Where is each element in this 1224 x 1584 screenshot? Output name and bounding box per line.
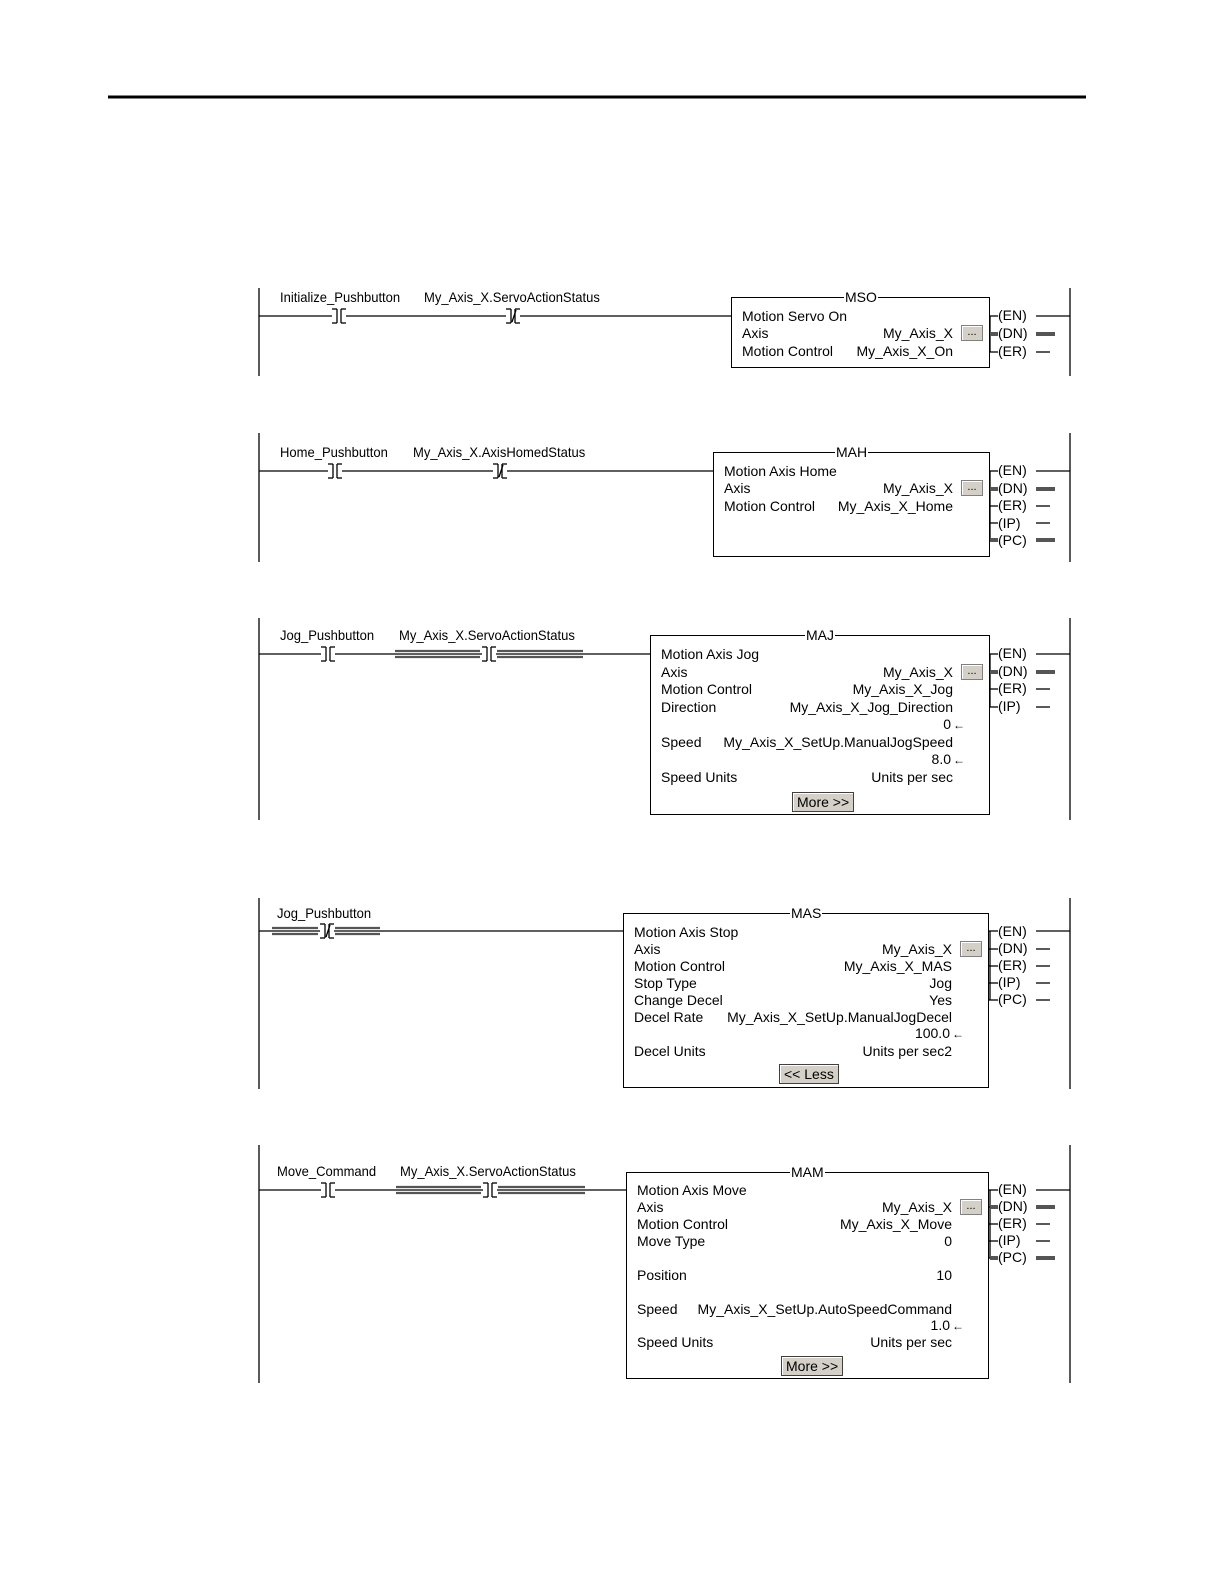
output-coil-en: (EN) (998, 462, 1027, 478)
param-value[interactable]: Units per sec2 (862, 1043, 952, 1059)
instruction-mnemonic: MSO (845, 289, 877, 305)
output-coil-dn: (DN) (998, 940, 1028, 956)
output-coil-dn: (DN) (998, 480, 1028, 496)
param-value[interactable]: My_Axis_X_On (856, 343, 953, 359)
more-button[interactable]: More >> (781, 1356, 843, 1376)
param-value[interactable]: My_Axis_X (882, 325, 953, 341)
instruction-block-mso[interactable] (731, 289, 990, 368)
param-value[interactable]: My_Axis_X_Jog (852, 681, 953, 697)
live-value-arrow-icon: ← (953, 753, 965, 767)
param-value[interactable]: 0 (944, 1233, 952, 1249)
instruction-title: Motion Axis Jog (661, 646, 760, 662)
param-value[interactable]: My_Axis_X_Home (837, 498, 953, 514)
param-value[interactable]: Units per sec (871, 769, 953, 785)
live-value-arrow-icon: ← (953, 718, 965, 732)
contact-tag: Move_Command (277, 1163, 377, 1179)
param-value[interactable]: My_Axis_X_SetUp.ManualJogDecel (727, 1009, 952, 1025)
contact-tag: Home_Pushbutton (280, 444, 388, 460)
output-coil-er: (ER) (998, 680, 1027, 696)
output-coil-dn: (DN) (998, 663, 1028, 679)
param-label: Speed Units (661, 769, 738, 785)
param-label: Speed (661, 734, 702, 750)
output-coil-ip: (IP) (998, 1232, 1021, 1248)
output-coil-en: (EN) (998, 307, 1027, 323)
live-value: 0 ← (943, 716, 965, 732)
live-value: 100.0 ← (914, 1025, 964, 1041)
output-coil-er: (ER) (998, 957, 1027, 973)
output-coil-pc: (PC) (998, 1249, 1027, 1265)
param-label: Speed (637, 1301, 678, 1317)
live-value-arrow-icon: ← (952, 1319, 964, 1333)
param-value[interactable]: My_Axis_X (882, 664, 953, 680)
param-value[interactable]: My_Axis_X (881, 1199, 952, 1215)
instruction-block-maj[interactable] (650, 627, 990, 815)
contact-tag: Jog_Pushbutton (280, 627, 375, 643)
contact-tag: My_Axis_X.AxisHomedStatus (413, 444, 586, 460)
output-coil-er: (ER) (998, 343, 1027, 359)
instruction-mnemonic: MAH (836, 444, 868, 460)
browse-axis-button[interactable]: ... (961, 664, 983, 680)
output-coil-ip: (IP) (998, 974, 1021, 990)
param-value[interactable]: My_Axis_X_SetUp.ManualJogSpeed (723, 734, 953, 750)
output-coil-ip: (IP) (998, 515, 1021, 531)
instruction-title: Motion Axis Home (724, 463, 837, 479)
param-label: Motion Control (637, 1216, 729, 1232)
output-coil-pc: (PC) (998, 991, 1027, 1007)
live-value: 8.0 ← (931, 751, 965, 767)
instruction-mnemonic: MAJ (806, 627, 834, 643)
contact-tag: Jog_Pushbutton (277, 905, 372, 921)
param-label: Motion Control (742, 343, 834, 359)
param-label: Motion Control (634, 958, 726, 974)
param-value[interactable]: My_Axis_X_MAS (843, 958, 952, 974)
instruction-mnemonic: MAS (791, 905, 822, 921)
output-coil-dn: (DN) (998, 1198, 1028, 1214)
param-label: Axis (724, 480, 751, 496)
param-label: Motion Control (724, 498, 816, 514)
param-value[interactable]: Jog (929, 975, 952, 991)
instruction-mnemonic: MAM (791, 1164, 824, 1180)
param-value[interactable]: My_Axis_X (882, 480, 953, 496)
instruction-title: Motion Axis Move (637, 1182, 747, 1198)
param-value[interactable]: My_Axis_X_Jog_Direction (789, 699, 953, 715)
output-coil-ip: (IP) (998, 698, 1021, 714)
output-coil-er: (ER) (998, 1215, 1027, 1231)
param-label: Axis (661, 664, 688, 680)
param-label: Axis (742, 325, 769, 341)
browse-axis-button[interactable]: ... (961, 325, 983, 341)
param-value[interactable]: My_Axis_X_Move (839, 1216, 952, 1232)
param-label: Speed Units (637, 1334, 714, 1350)
browse-axis-button[interactable]: ... (960, 941, 982, 957)
param-label: Axis (634, 941, 661, 957)
contact-tag: My_Axis_X.ServoActionStatus (424, 289, 600, 305)
param-value[interactable]: Units per sec (870, 1334, 952, 1350)
param-label: Motion Control (661, 681, 753, 697)
param-label: Decel Units (634, 1043, 706, 1059)
instruction-title: Motion Axis Stop (634, 924, 739, 940)
param-label: Decel Rate (634, 1009, 704, 1025)
output-coil-pc: (PC) (998, 532, 1027, 548)
contact-tag: Initialize_Pushbutton (280, 289, 401, 305)
instruction-block-mam[interactable] (626, 1164, 989, 1379)
param-label: Move Type (637, 1233, 706, 1249)
instruction-title: Motion Servo On (742, 308, 848, 324)
live-value-arrow-icon: ← (952, 1027, 964, 1041)
param-value[interactable]: 10 (936, 1267, 952, 1283)
output-coil-en: (EN) (998, 923, 1027, 939)
contact-tag: My_Axis_X.ServoActionStatus (400, 1163, 576, 1179)
browse-axis-button[interactable]: ... (960, 1199, 982, 1215)
live-value: 1.0 ← (930, 1317, 964, 1333)
browse-axis-button[interactable]: ... (961, 480, 983, 496)
output-coil-er: (ER) (998, 497, 1027, 513)
param-label: Position (637, 1267, 687, 1283)
output-coil-en: (EN) (998, 645, 1027, 661)
output-coil-en: (EN) (998, 1181, 1027, 1197)
contact-tag: My_Axis_X.ServoActionStatus (399, 627, 575, 643)
instruction-block-mah[interactable] (713, 444, 990, 557)
param-value[interactable]: My_Axis_X_SetUp.AutoSpeedCommand (697, 1301, 952, 1317)
param-label: Axis (637, 1199, 664, 1215)
param-label: Direction (661, 699, 717, 715)
param-value[interactable]: Yes (929, 992, 952, 1008)
instruction-block-mas[interactable] (623, 905, 989, 1088)
param-label: Stop Type (634, 975, 697, 991)
less-button[interactable]: << Less (779, 1064, 839, 1084)
output-coil-dn: (DN) (998, 325, 1028, 341)
param-label: Change Decel (634, 992, 723, 1008)
param-value[interactable]: My_Axis_X (881, 941, 952, 957)
more-button[interactable]: More >> (792, 792, 854, 812)
